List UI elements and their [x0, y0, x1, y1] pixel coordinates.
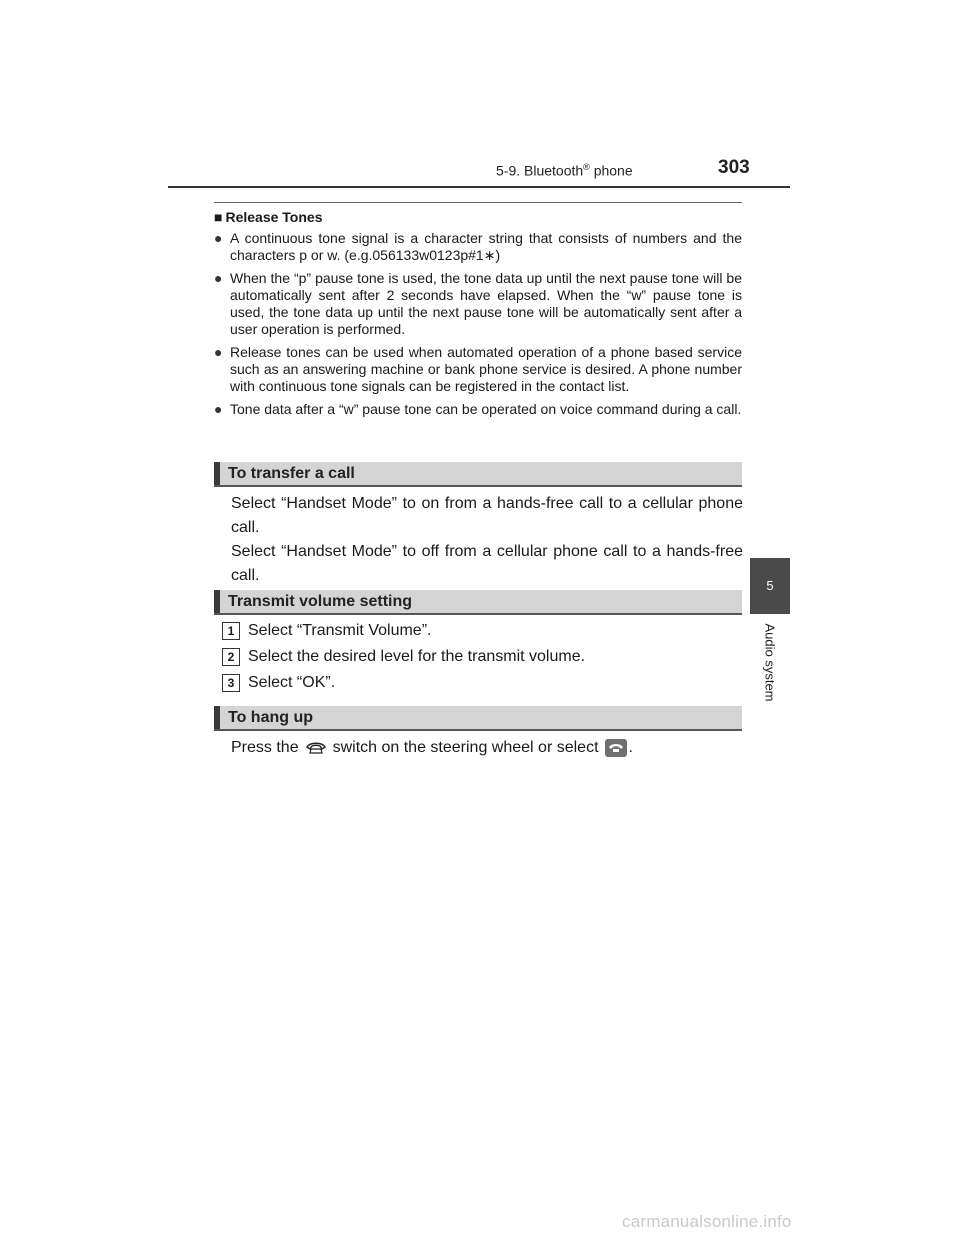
- bullet-icon: ●: [214, 230, 223, 246]
- release-tones-notes: [214, 230, 742, 424]
- section-title: To hang up: [228, 709, 314, 726]
- hang-up-text-after: .: [628, 739, 633, 756]
- step-number: 1: [222, 622, 240, 640]
- transfer-body: [231, 492, 743, 588]
- end-call-button[interactable]: [605, 739, 627, 757]
- section-marker: [214, 462, 220, 485]
- content-top-rule: [214, 202, 742, 203]
- section-marker: [214, 706, 220, 729]
- section-transfer-call: [214, 462, 742, 487]
- release-tones-heading: ■ Release Tones: [214, 209, 323, 225]
- hang-up-body: [231, 737, 633, 759]
- hang-up-text-middle: switch on the steering wheel or select: [332, 739, 599, 756]
- section-title: To transfer a call: [228, 465, 355, 482]
- phone-switch-icon: [305, 740, 327, 756]
- note-item: ● Release tones can be used when automated operation of a phone based service such as an answering machine or bank phone service is desired. A phone number with continuous tone signals can be registered in the contact list.: [214, 344, 742, 394]
- step-number: 2: [222, 648, 240, 666]
- paragraph: Select “Handset Mode” to off from a cellular phone call to a hands-free call.: [231, 543, 743, 584]
- square-bullet-icon: ■: [214, 209, 223, 225]
- bullet-icon: ●: [214, 270, 223, 286]
- note-item: ● When the “p” pause tone is used, the tone data up until the next pause tone will be automatically sent after 2 seconds have elapsed. When the “w” pause tone is used, the tone data up until the next pause tone will be automatically sent after a user operation is performed.: [214, 270, 742, 337]
- step-text: Select the desired level for the transmit volume.: [248, 648, 586, 665]
- chapter-tab: 5: [750, 558, 790, 614]
- header-rule: [168, 186, 790, 188]
- page-number: 303: [718, 157, 750, 178]
- header-section-title: 5-9. Bluetooth® phone: [496, 162, 633, 179]
- step-text: Select “Transmit Volume”.: [248, 622, 432, 639]
- note-item: ● Tone data after a “w” pause tone can be operated on voice command during a call.: [214, 401, 742, 417]
- paragraph: Select “Handset Mode” to on from a hands-free call to a cellular phone call.: [231, 495, 743, 536]
- step-number: 3: [222, 674, 240, 692]
- watermark: carmanualsonline.info: [622, 1212, 792, 1231]
- chapter-label: Audio system: [762, 622, 778, 702]
- section-marker: [214, 590, 220, 613]
- step-text: Select “OK”.: [248, 674, 336, 691]
- note-item: ● A continuous tone signal is a character string that consists of numbers and the characters p or w. (e.g.056133w0123p#1∗): [214, 230, 742, 263]
- section-hang-up: [214, 706, 742, 731]
- section-title: Transmit volume setting: [228, 593, 413, 610]
- section-transmit-volume: [214, 590, 742, 615]
- hang-up-text-before: Press the: [231, 739, 299, 756]
- bullet-icon: ●: [214, 344, 223, 360]
- bullet-icon: ●: [214, 401, 223, 417]
